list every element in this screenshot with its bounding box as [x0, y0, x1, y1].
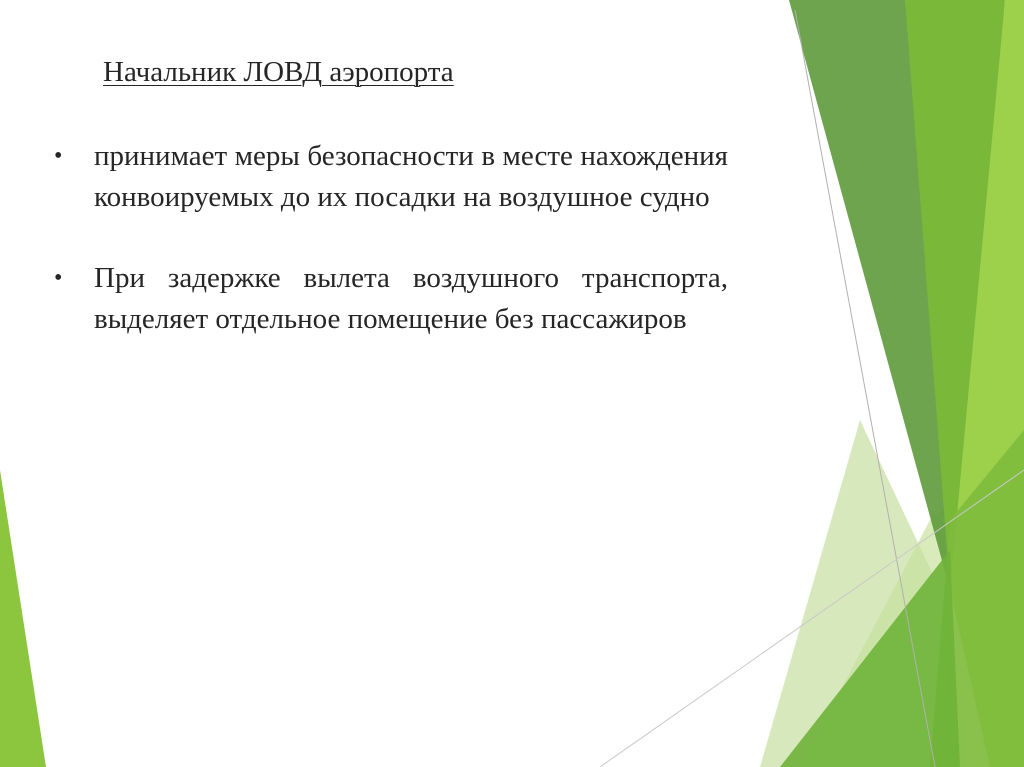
bullet-text: принимает меры безопасности в месте нахождения конвоируемых до их посадки на воздушное судно — [94, 140, 728, 213]
slide-title: Начальник ЛОВД аэропорта — [103, 56, 454, 88]
bullet-text: При задержке вылета воздушного транспорта, выделяет отдельное помещение без пассажиров — [94, 262, 728, 335]
bullet-icon: • — [54, 265, 63, 291]
bullet-icon: • — [54, 143, 63, 169]
bullet-item — [48, 258, 728, 340]
bullet-item — [48, 136, 728, 218]
left-green-shape — [0, 470, 46, 767]
bullet-list — [48, 136, 728, 340]
